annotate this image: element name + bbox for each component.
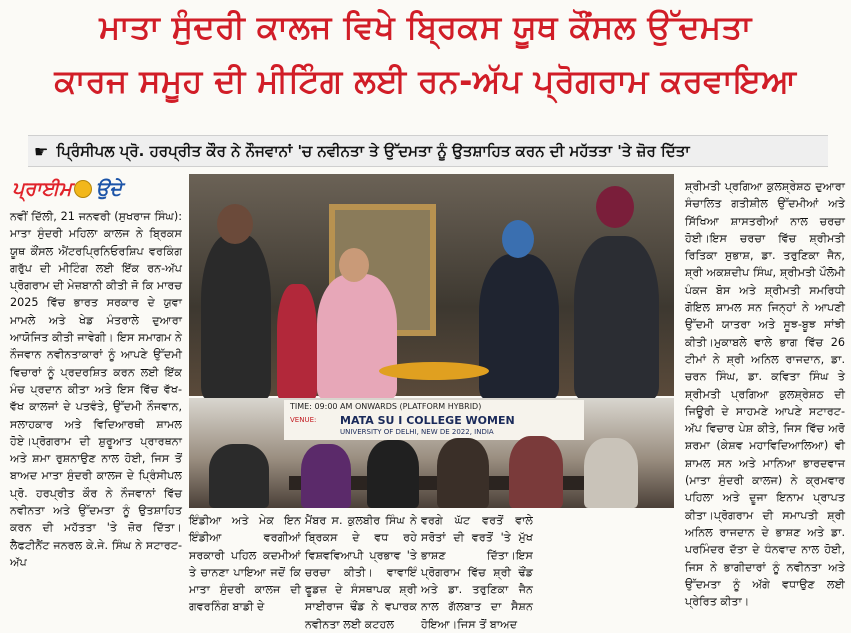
article-column-1: ਨਵੀਂ ਦਿੱਲੀ, 21 ਜਨਵਰੀ (ਸੁਖਰਾਜ ਸਿੰਘ): ਮਾਤਾ ਸੁੰਦਰੀ ਮਹਿਲਾ ਕਾਲਜ ਨੇ ਬ੍ਰਿਕਸ ਯੂਥ ਕੌਂਸਲ ਐਂਟਰਪ੍ਰਿਨਿਓਰਸ਼ਿਪ ਵਰਕਿੰਗ ਗਰੁੱਪ ਦੀ ਮੀਟਿੰਗ ਲਈ ਇੱਕ ਰਨ-ਅੱਪ ਪ੍ਰੋਗਰਾਮ ਦੀ ਮੇਜ਼ਬਾਨੀ ਕੀਤੀ ਜੋ ਕਿ ਮਾਰਚ 2025 ਵਿੱਚ ਭਾਰਤ ਸਰਕਾਰ ਦੇ ਯੁਵਾ ਮਾਮਲੇ ਅਤੇ ਖੇਡ ਮੰਤਰਾਲੇ ਦੁਆਰਾ ਆਯੋਜਿਤ ਕੀਤੀ ਜਾਵੇਗੀ। ਇਸ ਸਮਾਗਮ ਨੇ ਨੌਜਵਾਨ ਨਵੀਨਤਾਕਾਰਾਂ ਨੂੰ ਆਪਣੇ ਉੱਦਮੀ ਵਿਚਾਰਾਂ ਨੂੰ ਪ੍ਰਦਰਸ਼ਿਤ ਕਰਨ ਲਈ ਇੱਕ ਮੰਚ ਪ੍ਰਦਾਨ ਕੀਤਾ ਅਤੇ ਇਸ ਵਿੱਚ ਵੱਖ-ਵੱਖ ਕਾਲਜਾਂ ਦੇ ਪਤਵੰਤੇ, ਉੱਦਮੀ ਨੌਜਵਾਨ, ਸਲਾਹਕਾਰ ਅਤੇ ਵਿਦਿਆਰਥੀ ਸ਼ਾਮਲ ਹੋਏ।ਪ੍ਰੋਗਰਾਮ ਦੀ ਸ਼ੁਰੂਆਤ ਪ੍ਰਾਰਥਨਾ ਅਤੇ ਸ਼ਮਾ ਰੁਸ਼ਨਾਉਣ ਨਾਲ ਹੋਈ, ਜਿਸ ਤੋਂ ਬਾਅਦ ਮਾਤਾ ਸੁੰਦਰੀ ਕਾਲਜ ਦੇ ਪ੍ਰਿੰਸੀਪਲ ਪ੍ਰੋ. ਹਰਪ੍ਰੀਤ ਕੌਰ ਨੇ ਨੌਜਵਾਨਾਂ ਵਿੱਚ ਨਵੀਨਤਾ ਅਤੇ ਉੱਦਮਤਾ ਨੂੰ ਉਤਸ਼ਾਹਿਤ ਕਰਨ ਦੀ ਮਹੱਤਤਾ 'ਤੇ ਜ਼ੋਰ ਦਿੱਤਾ। ਲੈਫਟੀਨੈਂਟ ਜਨਰਲ ਕੇ.ਜੇ. ਸਿੰਘ ਨੇ ਸਟਾਰਟ-ਅੱਪ (10, 210, 182, 569)
headline-line-1: ਮਾਤਾ ਸੁੰਦਰੀ ਕਾਲਜ ਵਿਖੇ ਬ੍ਰਿਕਸ ਯੂਥ ਕੌਂਸਲ ਉੱਦਮਤਾ (99, 8, 752, 46)
banner-time: TIME: 09:00 AM ONWARDS (PLATFORM HYBRID) (290, 402, 482, 411)
article-column-4: ਵਰਗੇ ਘੱਟ ਵਰਤੋਂ ਵਾਲੇ ਸਰੋਤਾਂ ਦੀ ਵਰਤੋਂ 'ਤੇ ਮੁੱਖ ਭਾਸ਼ਣ ਦਿੱਤਾ।ਇਸ ਪ੍ਰੋਗਰਾਮ ਵਿੱਚ ਸ਼੍ਰੀ ਢੌਂਡ ਅਤੇ ਡਾ. ਤਰੁਣਿਕਾ ਜੈਨ ਨਾਲ ਗੱਲਬਾਤ ਦਾ ਸੈਸ਼ਨ ਹੋਇਆ।ਜਿਸ ਤੋਂ ਬਾਅਦ (421, 514, 533, 631)
clock-logo-icon (74, 180, 92, 198)
article-column-3: ਮੈਂਬਰ ਸ. ਕੁਲਬੀਰ ਸਿੰਘ ਨੇ ਬ੍ਰਿਕਸ ਦੇ ਵਧ ਰਹੇ ਵਿਸ਼ਵਵਿਆਪੀ ਪ੍ਰਭਾਵ 'ਤੇ ਚਰਚਾ ਕੀਤੀ। ਵਾਵਾਇੰ ਫੂਡਜ਼ ਦੇ ਸੰਸਥਾਪਕ ਸ਼੍ਰੀ ਸਾਈਰਾਜ ਢੌਂਡ ਨੇ ਵਪਾਰਕ ਨਵੀਨਤਾ ਲਈ ਕਟਹਲ (305, 514, 417, 631)
masthead-part-2: ਉਦੇ (95, 178, 122, 200)
subheadline-bar (28, 135, 828, 167)
headline-line-2: ਕਾਰਜ ਸਮੂਹ ਦੀ ਮੀਟਿੰਗ ਲਈ ਰਨ-ਅੱਪ ਪ੍ਰੋਗਰਾਮ ਕਰਵਾਇਆ (54, 62, 797, 100)
event-banner (284, 400, 584, 440)
pointing-hand-icon: ☛ (34, 141, 49, 161)
banner-address: UNIVERSITY OF DELHI, NEW DE 2022, INDIA (340, 428, 494, 436)
banner-venue-label: VENUE: (290, 416, 317, 424)
newspaper-masthead (12, 176, 180, 202)
photo-panel-discussion (189, 398, 674, 508)
masthead-part-1: ਪ੍ਰਾਈਮ (12, 178, 72, 200)
photo-lamp-lighting (189, 174, 674, 396)
subheadline: ਪ੍ਰਿੰਸੀਪਲ ਪ੍ਰੋ. ਹਰਪ੍ਰੀਤ ਕੌਰ ਨੇ ਨੌਜਵਾਨਾਂ 'ਚ ਨਵੀਨਤਾ ਤੇ ਉੱਦਮਤਾ ਨੂੰ ਉਤਸ਼ਾਹਿਤ ਕਰਨ ਦੀ ਮਹੱਤਤਾ 'ਤੇ ਜ਼ੋਰ ਦਿੱਤਾ (56, 142, 690, 160)
article-column-2: ਇੰਡੀਆ ਅਤੇ ਮੇਕ ਇਨ ਇੰਡੀਆ ਵਰਗੀਆਂ ਸਰਕਾਰੀ ਪਹਿਲ ਕਦਮੀਆਂ ਤੇ ਚਾਨਣਾ ਪਾਇਆ ਜਦੋਂ ਕਿ ਮਾਤਾ ਸੁੰਦਰੀ ਕਾਲਜ ਦੀ ਗਵਰਨਿੰਗ ਬਾਡੀ ਦੇ (189, 514, 301, 614)
article-column-right: ਸ਼੍ਰੀਮਤੀ ਪ੍ਰਗਿਆ ਕੁਲਸ਼੍ਰੇਸ਼ਠ ਦੁਆਰਾ ਸੰਚਾਲਿਤ ਗਤੀਸ਼ੀਲ ਉੱਦਮੀਆਂ ਅਤੇ ਸਿੱਖਿਆ ਸ਼ਾਸਤਰੀਆਂ ਨਾਲ ਚਰਚਾ ਹੋਈ।ਇਸ ਚਰਚਾ ਵਿੱਚ ਸ਼੍ਰੀਮਤੀ ਰਿਤਿਕਾ ਸੁਭਾਸ਼, ਡਾ. ਤਰੁਣਿਕਾ ਜੈਨ, ਸ਼੍ਰੀ ਅਕਸ਼ਦੀਪ ਸਿੰਘ, ਸ਼੍ਰੀਮਤੀ ਪੌਲੋਮੀ ਪੰਕਜ ਬੋਸ ਅਤੇ ਸ਼੍ਰੀਮਤੀ ਸਮਰਿਧੀ ਗੋਇਲ ਸ਼ਾਮਲ ਸਨ ਜਿਨ੍ਹਾਂ ਨੇ ਆਪਣੀ ਉੱਦਮੀ ਯਾਤਰਾ ਅਤੇ ਸੂਝ-ਬੂਝ ਸਾਂਝੀ ਕੀਤੀ।ਮੁਕਾਬਲੇ ਵਾਲੇ ਭਾਗ ਵਿੱਚ 26 ਟੀਮਾਂ ਨੇ ਸ਼੍ਰੀ ਅਨਿਲ ਰਾਜਦਾਨ, ਡਾ. ਚਰਨ ਸਿੰਘ, ਡਾ. ਕਵਿਤਾ ਸਿੰਘ ਤੇ ਸ਼੍ਰੀਮਤੀ ਪ੍ਰਗਿਆ ਕੁਲਸ਼੍ਰੇਸ਼ਠ ਦੀ ਜਿਊਰੀ ਦੇ ਸਾਹਮਣੇ ਆਪਣੇ ਸਟਾਰਟ-ਅੱਪ ਵਿਚਾਰ ਪੇਸ਼ ਕੀਤੇ, ਜਿਸ ਵਿੱਚ ਅਰੋ ਸ਼ਰਮਾ (ਕੇਸ਼ਵ ਮਹਾਵਿਦਿਆਲਿਆ) ਵੀ ਸ਼ਾਮਲ ਸਨ ਅਤੇ ਮਾਨਿਆ ਭਾਰਦਵਾਜ (ਮਾਤਾ ਸੁੰਦਰੀ ਕਾਲਜ) ਨੇ ਕ੍ਰਮਵਾਰ ਪਹਿਲਾ ਅਤੇ ਦੂਜਾ ਇਨਾਮ ਪ੍ਰਾਪਤ ਕੀਤਾ।ਪ੍ਰੋਗਰਾਮ ਦੀ ਸਮਾਪਤੀ ਸ਼੍ਰੀ ਅਨਿਲ ਰਾਜਦਾਨ ਦੇ ਭਾਸ਼ਣ ਅਤੇ ਡਾ. ਪਰਮਿੰਦਰ ਦੱਤਾ ਦੇ ਧੰਨਵਾਦ ਨਾਲ ਹੋਈ, ਜਿਸ ਨੇ ਭਾਗੀਦਾਰਾਂ ਨੂੰ ਨਵੀਨਤਾ ਅਤੇ ਉੱਦਮਤਾ ਨੂੰ ਅੱਗੇ ਵਧਾਉਣ ਲਈ ਪ੍ਰੇਰਿਤ ਕੀਤਾ। (685, 180, 845, 609)
banner-college: MATA SU I COLLEGE WOMEN (340, 414, 515, 427)
